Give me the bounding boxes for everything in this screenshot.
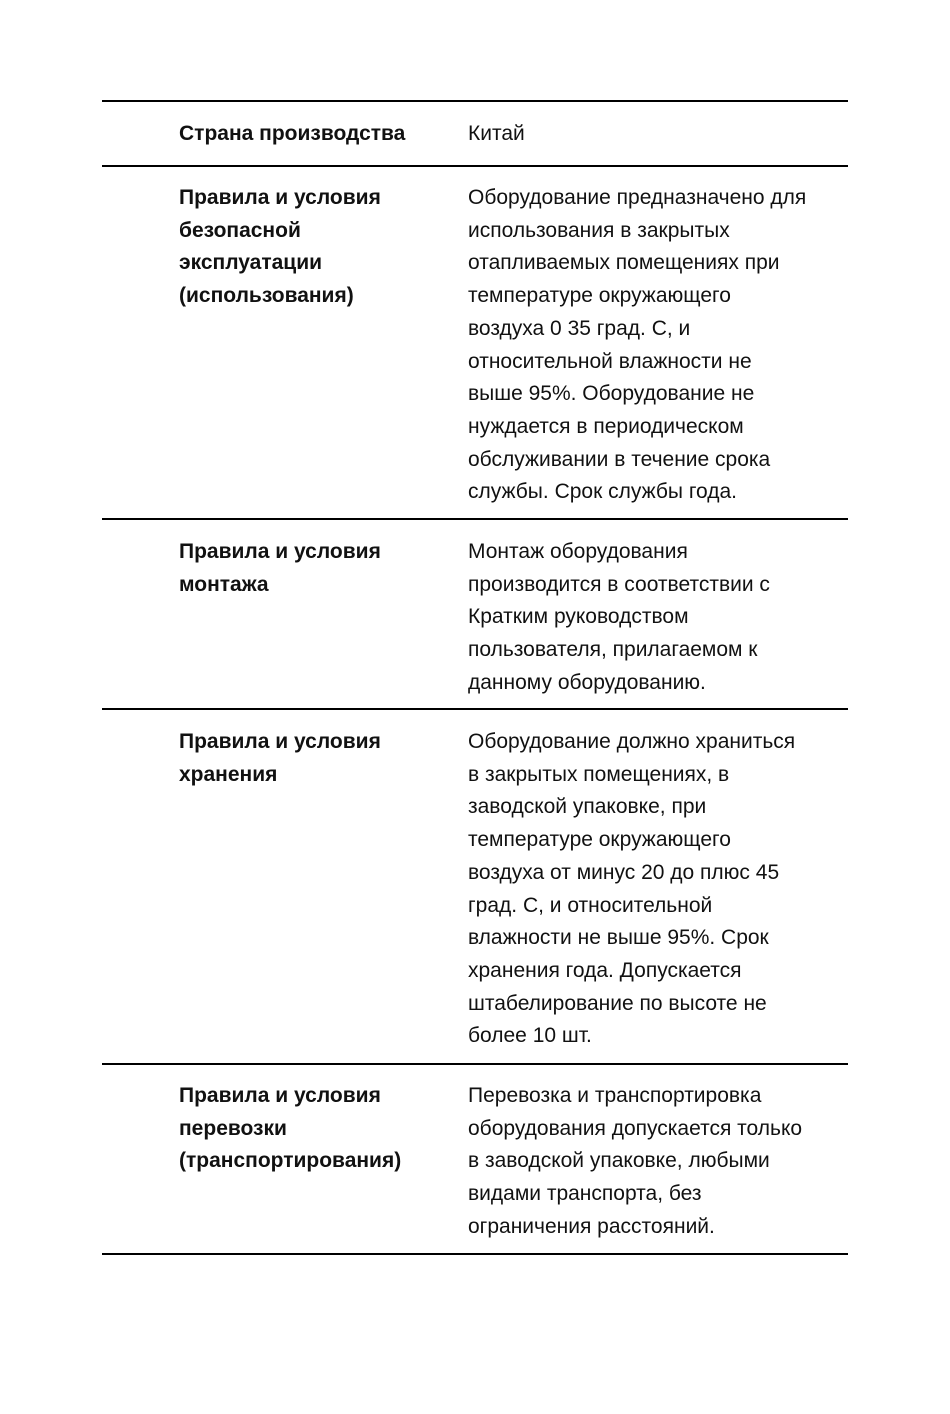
row-label: Правила и условия безопасной эксплуатации (использования) [179, 186, 381, 308]
table-row-storage [102, 710, 848, 1065]
spec-table [102, 100, 848, 1255]
table-row-mounting [102, 520, 848, 710]
row-value: Оборудование предназначено для использования в закрытых отапливаемых помещениях при температуре окружающего воздуха 0 35 град. С, и относительной влажности не выше 95%. Оборудование не нуждается в периодическом обслуживании в течение срока службы. Срок службы года. [468, 186, 807, 504]
row-value: Перевозка и транспортировка оборудования допускается только в заводской упаковке, любыми видами транспорта, без ограничения расстояний. [468, 1084, 803, 1238]
row-label: Правила и условия монтажа [179, 540, 381, 596]
row-label: Правила и условия перевозки (транспортирования) [179, 1084, 402, 1173]
table-row-country [102, 102, 848, 167]
table-row-operation [102, 167, 848, 520]
row-label: Правила и условия хранения [179, 730, 381, 786]
row-value: Монтаж оборудования производится в соответствии с Кратким руководством пользователя, прилагаемом к данному оборудованию. [468, 540, 770, 694]
row-value: Оборудование должно храниться в закрытых помещениях, в заводской упаковке, при температуре окружающего воздуха от минус 20 до плюс 45 град. С, и относительной влажности не выше 95%. Срок хранения года. Допускается штабелирование по высоте не более 10 шт. [468, 730, 796, 1048]
row-label: Страна производства [179, 122, 406, 145]
table-row-transport [102, 1065, 848, 1255]
row-value: Китай [468, 122, 525, 145]
